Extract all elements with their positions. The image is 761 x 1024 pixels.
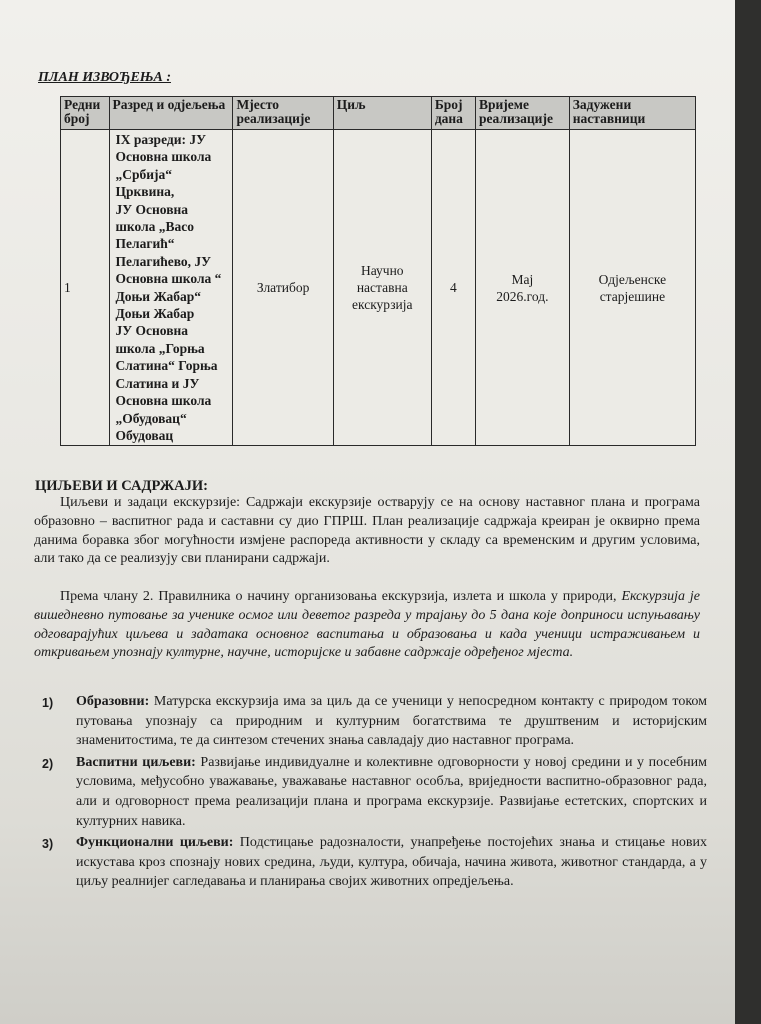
time-line: 2026.год. xyxy=(496,288,549,304)
class-line: Доњи Жабар xyxy=(115,306,195,322)
table-header-row xyxy=(61,97,696,130)
header-serial-number: Редни број xyxy=(61,97,110,130)
plan-heading: ПЛАН ИЗВОЂЕЊА : xyxy=(38,70,171,85)
class-line: Слатина и ЈУ xyxy=(115,375,200,391)
time-line: Мај xyxy=(511,271,534,287)
list-item-text: Развијање индивидуалне и колективне одговорности у новој средини и у посебним условима, међусобно уважавање, уважавање наставног особља, вриједности васпитно-образовног рада, али и одговорност према реализацији плана и програма екскурзије. Развијање естетских, спортских и културних навика. xyxy=(76,754,707,829)
class-line: Црквина, xyxy=(115,184,175,200)
class-line: ЈУ Основна xyxy=(115,323,189,339)
class-line: „Србија“ xyxy=(115,166,173,182)
class-line: „Обудовац“ xyxy=(115,410,187,426)
class-line: школа „Горња xyxy=(115,340,205,356)
list-item-number: 3) xyxy=(42,837,54,852)
cell-days: 4 xyxy=(431,130,475,446)
cell-location: Златибор xyxy=(233,130,333,446)
list-item xyxy=(42,753,707,831)
teachers-line: Одјељенске xyxy=(598,271,667,287)
goal-line: екскурзија xyxy=(351,297,413,313)
class-line: Обудовац xyxy=(115,427,174,443)
class-line: Основна школа xyxy=(115,393,212,409)
list-item xyxy=(42,833,707,892)
header-goal: Циљ xyxy=(333,97,431,130)
class-line: Пелагићево, ЈУ xyxy=(115,253,212,269)
background-edge xyxy=(735,0,761,1024)
list-item-number: 1) xyxy=(42,696,54,710)
cell-goal xyxy=(333,130,431,446)
paragraph-rulebook xyxy=(34,588,700,663)
list-item-number: 2) xyxy=(42,756,54,771)
cell-classes xyxy=(109,130,233,446)
header-time: Вријеме реализације xyxy=(476,97,570,130)
class-line: школа „Васо xyxy=(115,219,195,235)
header-teachers: Задужени наставници xyxy=(569,97,695,130)
list-item-title: Образовни: xyxy=(76,694,150,709)
class-line: IX разреди: ЈУ xyxy=(115,132,207,147)
class-line: Основна школа “ xyxy=(115,271,222,287)
cell-time xyxy=(476,130,570,446)
teachers-line: старјешине xyxy=(599,288,666,304)
plan-table xyxy=(60,96,696,446)
paragraph-2-italic: Екскурзија је вишедневно путовање за ученике осмог или деветог разреда у трајању до 5 дана које доприноси испуњавању одговарајућих циљева и задатака основног васпитања и образовања и када ученици истраживањем и откривањем упознају културне, научне, историјске и забавне садржаје одређеног мјеста. xyxy=(34,589,700,661)
list-item-text: Матурска екскурзија има за циљ да се ученици у непосредном контакту с природом током путовања упознају са природним и културним богатствима те друштвеним и историјским знаменитостима, те да синтезом стечених знања савладају дио наставног програма. xyxy=(76,694,708,749)
class-line: ЈУ Основна xyxy=(115,201,189,217)
header-days: Број дана xyxy=(431,97,475,130)
cell-teachers xyxy=(569,130,695,446)
header-location: Мјесто реализације xyxy=(233,97,333,130)
section-heading: ЦИЉЕВИ И САДРЖАЈИ: xyxy=(35,478,208,494)
goals-list xyxy=(42,692,707,894)
goal-line: наставна xyxy=(356,280,408,296)
cell-serial-number: 1 xyxy=(61,130,110,446)
class-line: Основна школа xyxy=(115,149,212,165)
paragraph-goals-tasks xyxy=(34,494,700,569)
list-item-title: Васпитни циљеви: xyxy=(76,754,196,770)
list-item xyxy=(42,692,707,751)
class-line: Доњи Жабар“ xyxy=(115,288,201,304)
paragraph-1-text: Циљеви и задаци екскурзије: Садржаји екскурзије остварују се на основу наставног плана и програма образовно – васпитног рада и саставни су дио ГПРШ. План реализације садржаја креиран је оквирно према данима боравка због могућности измјене распореда активности у складу са временским и другим условима, али тако да се реализују сви планирани садржаји. xyxy=(34,495,700,567)
list-item-title: Функционални циљеви: xyxy=(76,835,234,851)
goal-line: Научно xyxy=(360,263,404,279)
paragraph-2-intro: Према члану 2. Правилника о начину организовања екскурзија, излета и школа у природи, xyxy=(60,589,617,604)
class-line: Слатина“ Горња xyxy=(115,358,218,374)
class-line: Пелагић“ xyxy=(115,236,175,252)
list-item-text: Подстицање радозналости, унапређење постојећих знања и стицање нових искустава кроз спознају нових средина, људи, култура, обичаја, начина живота, животног стандарда, а у циљу реалнијег сагледавања и планирања својих животних опредјељења. xyxy=(76,835,708,890)
header-class: Разред и одјељења xyxy=(109,97,233,130)
table-row xyxy=(61,130,696,446)
